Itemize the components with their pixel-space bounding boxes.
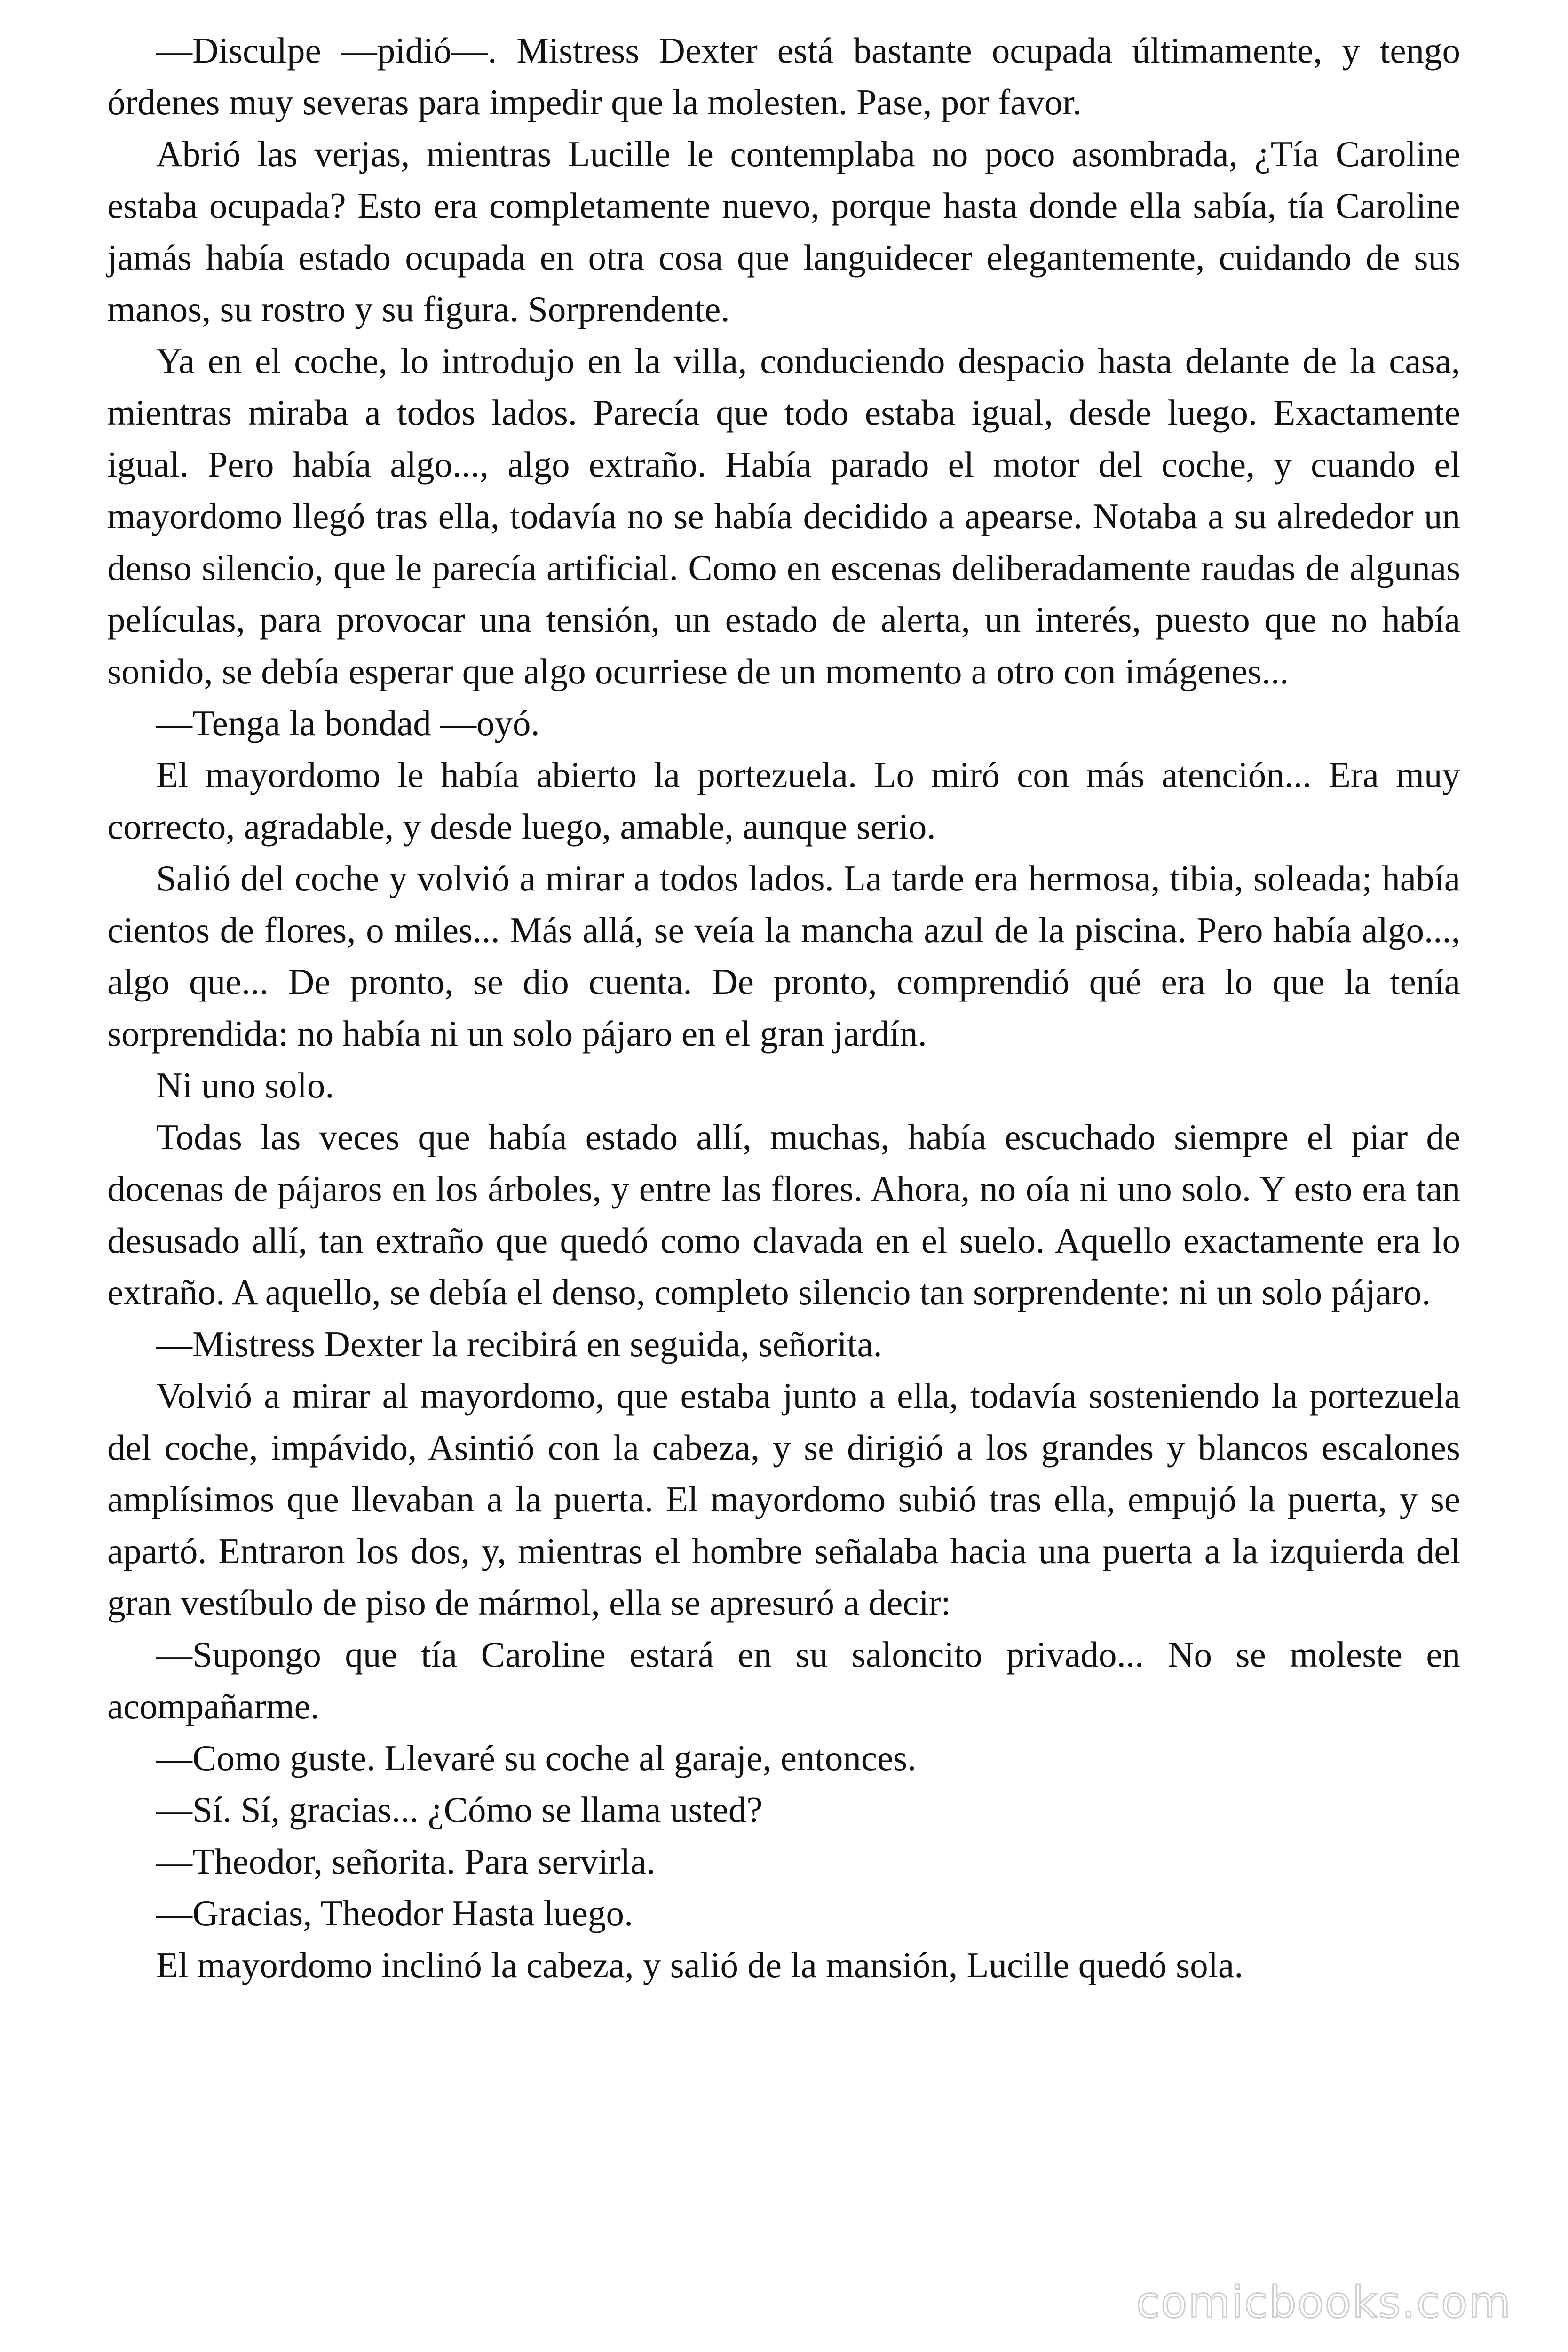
paragraph: Ya en el coche, lo introdujo en la villa, conduciendo despacio hasta delante de la casa, mientras miraba a todos lados. Parecía que todo estaba igual, desde luego. Exactamente igual. Pero había algo..., algo extraño. Había parado el motor del coche, y cuando el mayordomo llegó tras ella, todavía no se había decidido a apearse. Notaba a su alrededor un denso silencio, que le parecía artificial. Como en escenas deliberadamente raudas de algunas películas, para provocar una tensión, un estado de alerta, un interés, puesto que no había sonido, se debía esperar que algo ocurriese de un momento a otro con imágenes... xyxy=(107,341,1460,691)
book-page-text xyxy=(107,24,1460,1991)
paragraph: —Sí. Sí, gracias... ¿Cómo se llama usted? xyxy=(156,1789,763,1830)
paragraph: Todas las veces que había estado allí, muchas, había escuchado siempre el piar de docenas de pájaros en los árboles, y entre las flores. Ahora, no oía ni uno solo. Y esto era tan desusado allí, tan extraño que quedó como clavada en el suelo. Aquello exactamente era lo extraño. A aquello, se debía el denso, completo silencio tan sorprendente: ni un solo pájaro. xyxy=(107,1117,1460,1312)
paragraph: Abrió las verjas, mientras Lucille le contemplaba no poco asombrada, ¿Tía Caroline estaba ocupada? Esto era completamente nuevo, porque hasta donde ella sabía, tía Caroline jamás había estado ocupada en otra cosa que languidecer elegantemente, cuidando de sus manos, su rostro y su figura. Sorprendente. xyxy=(107,134,1460,329)
paragraph: Ni uno solo. xyxy=(156,1065,334,1105)
paragraph: Salió del coche y volvió a mirar a todos lados. La tarde era hermosa, tibia, soleada; había cientos de flores, o miles... Más allá, se veía la mancha azul de la piscina. Pero había algo..., algo que... De pronto, se dio cuenta. De pronto, comprendió qué era lo que la tenía sorprendida: no había ni un solo pájaro en el gran jardín. xyxy=(107,858,1460,1054)
paragraph: —Theodor, señorita. Para servirla. xyxy=(156,1841,656,1882)
paragraph: —Gracias, Theodor Hasta luego. xyxy=(156,1893,634,1933)
paragraph: —Disculpe —pidió—. Mistress Dexter está bastante ocupada últimamente, y tengo órdenes muy severas para impedir que la molesten. Pase, por favor. xyxy=(107,30,1460,122)
paragraph: Volvió a mirar al mayordomo, que estaba junto a ella, todavía sosteniendo la portezuela del coche, impávido, Asintió con la cabeza, y se dirigió a los grandes y blancos escalones amplísimos que llevaban a la puerta. El mayordomo subió tras ella, empujó la puerta, y se apartó. Entraron los dos, y, mientras el hombre señalaba hacia una puerta a la izquierda del gran vestíbulo de piso de mármol, ella se apresuró a decir: xyxy=(107,1375,1460,1623)
paragraph: —Mistress Dexter la recibirá en seguida, señorita. xyxy=(156,1324,882,1364)
paragraph: El mayordomo le había abierto la portezuela. Lo miró con más atención... Era muy correcto, agradable, y desde luego, amable, aunque serio. xyxy=(107,755,1460,847)
paragraph: —Como guste. Llevaré su coche al garaje, entonces. xyxy=(156,1738,917,1778)
paragraph: —Supongo que tía Caroline estará en su saloncito privado... No se moleste en acompañarme. xyxy=(107,1634,1460,1726)
watermark: comicbooks.com xyxy=(1136,2277,1512,2328)
paragraph: —Tenga la bondad —oyó. xyxy=(156,703,540,743)
paragraph: El mayordomo inclinó la cabeza, y salió de la mansión, Lucille quedó sola. xyxy=(156,1945,1243,1985)
